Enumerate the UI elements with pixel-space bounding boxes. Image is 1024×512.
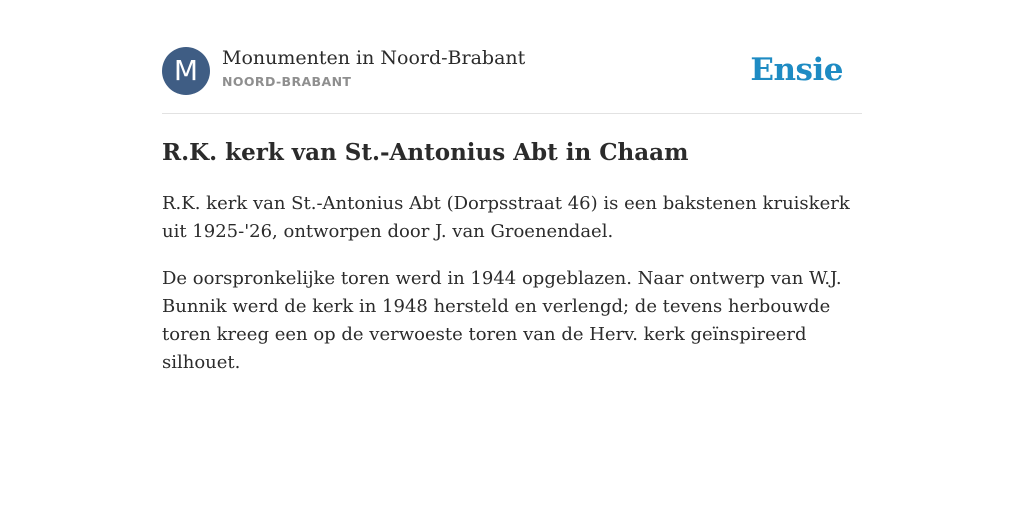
card-header <box>162 46 862 96</box>
article-card <box>162 46 862 373</box>
brand-logo[interactable]: Ensie <box>750 52 843 88</box>
region-label: NOORD-BRABANT <box>222 74 352 89</box>
divider <box>162 113 862 114</box>
article-paragraph-2: De oorspronkelijke toren werd in 1944 opgeblazen. Naar ontwerp van W.J. Bunnik werd de kerk in 1948 hersteld en verlengd; de tevens herbouwde toren kreeg een op de verwoeste toren van de Herv. kerk geïnspireerd silhouet. <box>162 268 842 373</box>
avatar: M <box>162 47 210 95</box>
publication-name[interactable]: Monumenten in Noord-Brabant <box>222 47 526 69</box>
article-title: R.K. kerk van St.-Antonius Abt in Chaam <box>162 139 689 166</box>
article-paragraph-1: R.K. kerk van St.-Antonius Abt (Dorpsstraat 46) is een bakstenen kruiskerk uit 1925-'26, ontworpen door J. van Groenendael. <box>162 193 850 242</box>
